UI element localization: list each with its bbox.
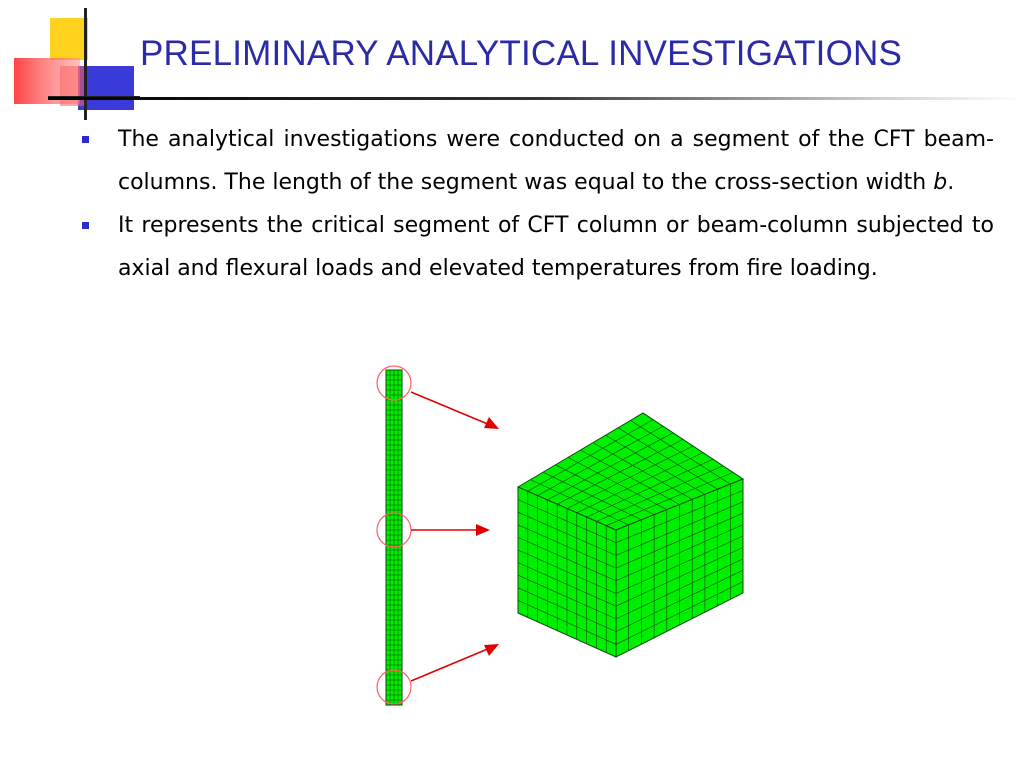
bullet-item [78,118,994,204]
fe-mesh-figure [360,355,780,715]
bullet-text [118,204,994,290]
bullet-marker-icon [82,136,89,143]
bullet-text-main: It represents the critical segment of CFT column or beam-column subjected to axial and flexural loads and elevated temperatures from fire loading. [118,213,994,281]
bullet-text-end: . [947,170,955,195]
bullet-text-main: The analytical investigations were conducted on a segment of the CFT beam-columns. The length of the segment was equal to the cross-section width [118,127,994,195]
bullet-text-italic: b [933,170,948,195]
bullet-list [78,118,994,290]
title-underline [48,97,1024,100]
beam-column-mesh [386,370,402,705]
arrow-bottom [411,644,499,681]
arrow-top [411,392,499,429]
bullet-text [118,118,994,204]
slide-logo-icon [0,0,140,130]
arrow-middle [411,524,490,536]
segment-cube-mesh [518,413,743,657]
bullet-marker-icon [82,222,89,229]
slide-title: PRELIMINARY ANALYTICAL INVESTIGATIONS [140,34,903,73]
bullet-item [78,204,994,290]
